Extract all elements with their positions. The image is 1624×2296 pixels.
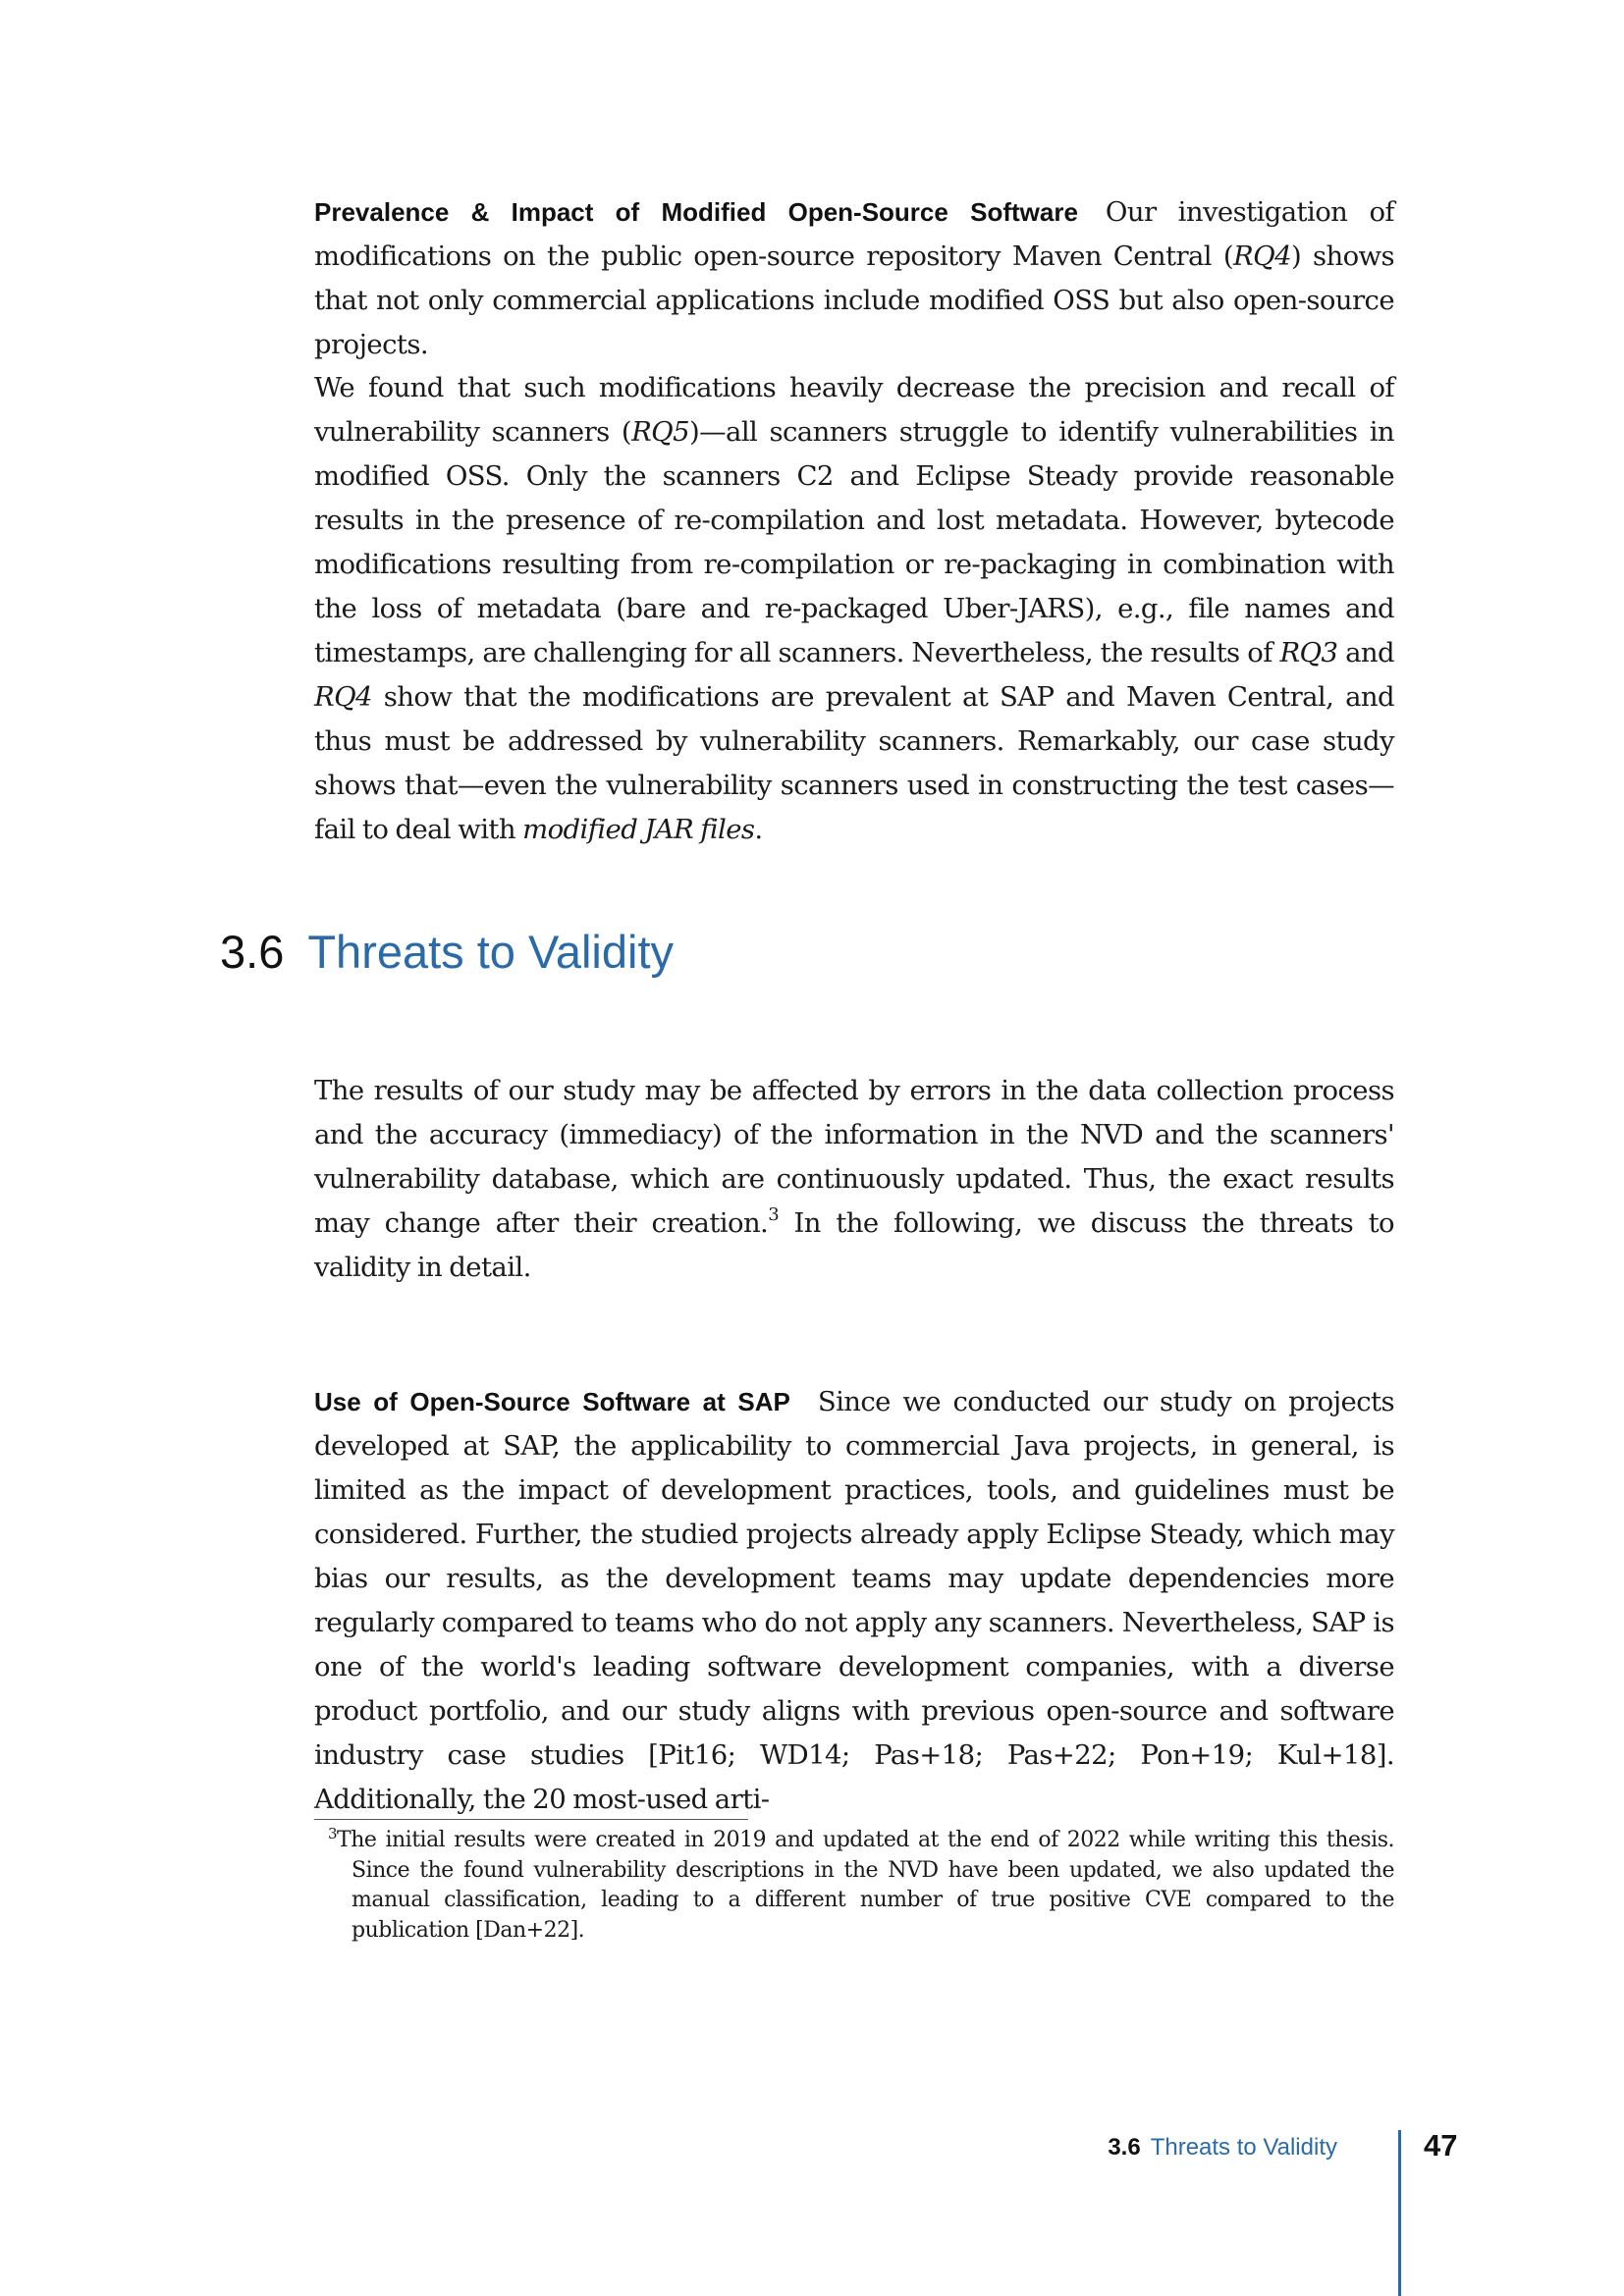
section-number: 3.6 — [220, 926, 285, 978]
paragraph-threats-intro — [314, 1069, 1394, 1290]
section-heading — [220, 923, 674, 982]
section-title: Threats to Validity — [307, 926, 675, 978]
paragraph-heading: Use of Open-Source Software at SAP — [314, 1387, 790, 1416]
running-footer — [982, 2134, 1337, 2162]
text-run: show that the modifications are prevalent at SAP and Maven Central, and thus must be addressed by vulnerability scanners. Remarkably, our case study shows that—even the vulnerability scanners used in constructing the test cases—fail to deal with — [314, 681, 1394, 845]
rq-reference: RQ4 — [314, 681, 372, 713]
emphasis-term: modified JAR files — [522, 814, 755, 845]
rq-reference: RQ5 — [631, 416, 690, 448]
paragraph-oss-at-sap — [314, 1380, 1394, 1822]
footnote-text: The initial results were created in 2019 and updated at the end of 2022 while writing this thesis. Since the found vulnerability descriptions in the NVD have been updated, we also updated the manual classification, leading to a different number of true positive CVE compared to the publication [Dan+22]. — [337, 1828, 1394, 1943]
rq-reference: RQ4 — [1233, 240, 1291, 272]
text-run: . — [754, 814, 763, 845]
page-margin-rule — [1398, 2130, 1401, 2296]
paragraph-modified-oss — [314, 190, 1394, 367]
text-run: ) shows that not only commercial applications include modified OSS but also open-source projects. — [314, 240, 1394, 360]
text-run: We found that such modifications heavily decrease the precision and recall of vulnerability scanners ( — [314, 372, 1394, 448]
paragraph-heading: Prevalence & Impact of Modified Open-Source Software — [314, 197, 1078, 227]
text-run: The results of our study may be affected by errors in the data collection process and the accuracy (immediacy) of the information in the NVD and the scanners' vulnerability database, which are continuously updated. Thus, the exact results may change after their creation. — [314, 1075, 1394, 1239]
paragraph-findings — [314, 366, 1394, 852]
footnote-mark: 3 — [328, 1825, 338, 1842]
text-run: In the following, we discuss the threats to validity in detail. — [314, 1207, 1394, 1283]
text-run: Our investigation of modifications on the public open-source repository Maven Central ( — [314, 196, 1394, 272]
page-number: 47 — [1424, 2128, 1458, 2163]
footnote-reference[interactable]: 3 — [768, 1204, 780, 1225]
text-run: and — [1337, 637, 1394, 668]
text-run: )—all scanners struggle to identify vulnerabilities in modified OSS. Only the scanners C2 and Eclipse Steady provide reasonable results in the presence of re-compilation and lost metadata. However, bytecode modifications resulting from re-compilation or re-packaging in combination with the loss of metadata (bare and re-packaged Uber-JARS), e.g., file names and timestamps, are challenging for all scanners. Nevertheless, the results of — [314, 416, 1394, 668]
text-run: Since we conducted our study on projects developed at SAP, the applicability to commercial Java projects, in general, is limited as the impact of development practices, tools, and guidelines must be considered. Further, the studied projects already apply Eclipse Steady, which may bias our results, as the development teams may update dependencies more regularly compared to teams who do not apply any scanners. Nevertheless, SAP is one of the world's leading software development companies, with a diverse product portfolio, and our study aligns with previous open-source and software industry case studies [Pit16; WD14; Pas+18; Pas+22; Pon+19; Kul+18]. Additionally, the 20 most-used arti- — [314, 1386, 1395, 1815]
rq-reference: RQ3 — [1279, 637, 1338, 668]
footnote-divider — [314, 1819, 748, 1820]
footer-section-number: 3.6 — [1108, 2134, 1141, 2161]
footer-section-title: Threats to Validity — [1150, 2134, 1337, 2161]
footnote — [314, 1826, 1394, 1946]
